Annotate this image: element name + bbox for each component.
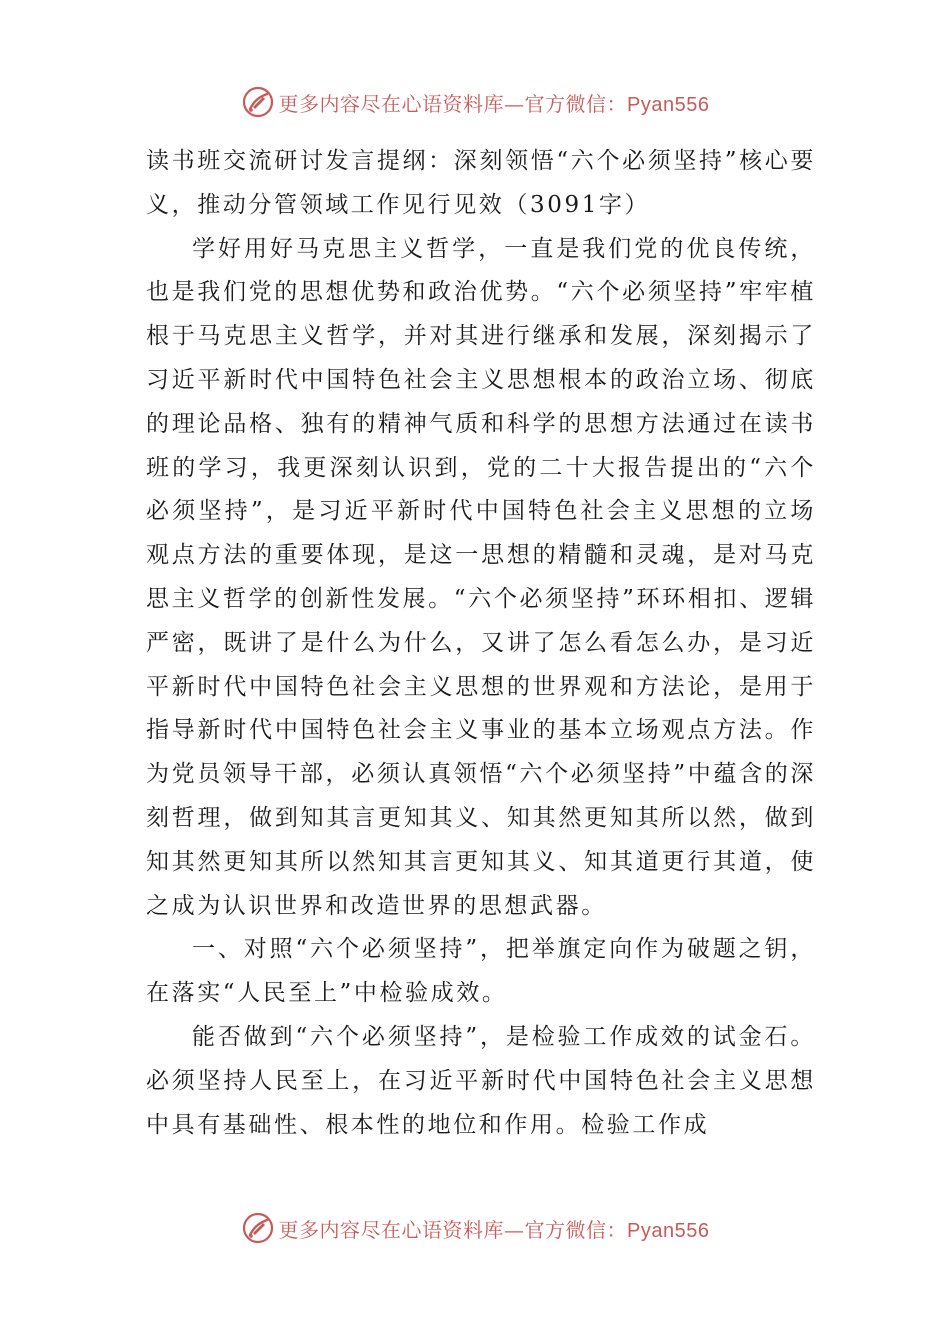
document-body bbox=[146, 140, 816, 1147]
document-title: 读书班交流研讨发言提纲：深刻领悟“六个必须坚持”核心要义，推动分管领域工作见行见效（3091字） bbox=[146, 148, 816, 218]
wechat-id: Pyan556 bbox=[627, 1219, 710, 1242]
brand-logo-icon bbox=[241, 1211, 275, 1245]
wechat-id: Pyan556 bbox=[627, 93, 710, 116]
brand-logo-icon bbox=[241, 85, 275, 119]
banner-text: 更多内容尽在心语资料库—官方微信：Pyan556 bbox=[278, 1217, 710, 1242]
paragraph-section-1: 能否做到“六个必须坚持”，是检验工作成效的试金石。必须坚持人民至上，在习近平新时代中国特色社会主义思想中具有基础性、根本性的地位和作用。检验工作成 bbox=[146, 1023, 816, 1138]
banner-text: 更多内容尽在心语资料库—官方微信：Pyan556 bbox=[278, 91, 710, 116]
paragraph-intro: 学好用好马克思主义哲学，一直是我们党的优良传统，也是我们党的思想优势和政治优势。“六个必须坚持”牢牢植根于马克思主义哲学，并对其进行继承和发展，深刻揭示了习近平新时代中国特色社会主义思想根本的政治立场、彻底的理论品格、独有的精神气质和科学的思想方法通过在读书班的学习，我更深刻认识到，党的二十大报告提出的“六个必须坚持”，是习近平新时代中国特色社会主义思想的立场观点方法的重要体现，是这一思想的精髓和灵魂，是对马克思主义哲学的创新性发展。“六个必须坚持”环环相扣、逻辑严密，既讲了是什么为什么，又讲了怎么看怎么办，是习近平新时代中国特色社会主义思想的世界观和方法论，是用于指导新时代中国特色社会主义事业的基本立场观点方法。作为党员领导干部，必须认真领悟“六个必须坚持”中蕴含的深刻哲理，做到知其言更知其义、知其然更知其所以然，做到知其然更知其所以然知其言更知其义、知其道更行其道，使之成为认识世界和改造世界的思想武器。 bbox=[146, 235, 816, 919]
header-banner bbox=[0, 82, 950, 122]
footer-banner bbox=[0, 1208, 950, 1248]
section-heading-1: 一、对照“六个必须坚持”，把举旗定向作为破题之钥，在落实“人民至上”中检验成效。 bbox=[146, 936, 816, 1007]
